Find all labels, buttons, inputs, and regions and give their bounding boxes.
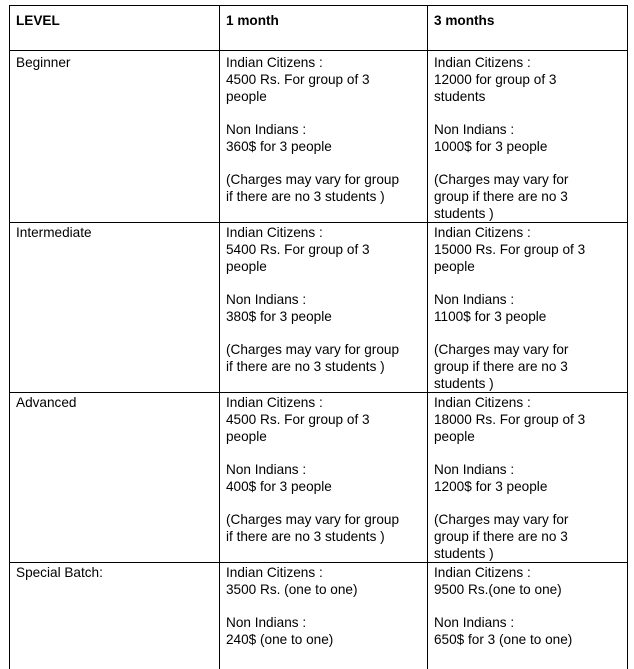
indian-citizens-label: Indian Citizens : [226, 55, 323, 70]
non-indian-price: 400$ for 3 people [226, 479, 332, 494]
header-3-months: 3 months [428, 6, 628, 51]
non-indians-label: Non Indians : [226, 462, 307, 477]
indian-price: 5400 Rs. For group of 3 [226, 242, 370, 257]
table-row-special-batch [10, 563, 628, 669]
charges-note: if there are no 3 students ) [226, 189, 385, 204]
price-cell-3-months [428, 223, 628, 393]
charges-note: group if there are no 3 [434, 189, 568, 204]
pricing-table [9, 5, 628, 669]
non-indians-label: Non Indians : [434, 292, 515, 307]
non-indian-price: 1000$ for 3 people [434, 139, 548, 154]
indian-citizens-label: Indian Citizens : [434, 565, 531, 580]
non-indians-label: Non Indians : [434, 462, 515, 477]
header-1-month: 1 month [220, 6, 428, 51]
indian-price: 15000 Rs. For group of 3 [434, 242, 586, 257]
non-indians-label: Non Indians : [434, 615, 515, 630]
indian-citizens-label: Indian Citizens : [226, 225, 323, 240]
charges-note: group if there are no 3 [434, 529, 568, 544]
charges-note: (Charges may vary for [434, 512, 569, 527]
non-indians-label: Non Indians : [226, 122, 307, 137]
indian-price-cont: people [226, 89, 267, 104]
indian-price: 4500 Rs. For group of 3 [226, 412, 370, 427]
indian-price-cont: people [226, 429, 267, 444]
indian-price: 9500 Rs.(one to one) [434, 582, 562, 597]
header-level: LEVEL [10, 6, 220, 51]
indian-price-cont: people [434, 429, 475, 444]
charges-note: group if there are no 3 [434, 359, 568, 374]
non-indian-price: 380$ for 3 people [226, 309, 332, 324]
charges-note: if there are no 3 students ) [226, 529, 385, 544]
non-indians-label: Non Indians : [226, 292, 307, 307]
charges-note: (Charges may vary for group [226, 512, 400, 527]
charges-note: (Charges may vary for group [226, 172, 400, 187]
non-indians-label: Non Indians : [434, 122, 515, 137]
price-cell-1-month [220, 223, 428, 393]
charges-note: students ) [434, 546, 494, 561]
charges-note: if there are no 3 students ) [226, 359, 385, 374]
non-indian-price: 1200$ for 3 people [434, 479, 548, 494]
indian-citizens-label: Indian Citizens : [226, 565, 323, 580]
non-indian-price: 360$ for 3 people [226, 139, 332, 154]
price-cell-3-months [428, 393, 628, 563]
indian-price-cont: people [434, 259, 475, 274]
charges-note: students ) [434, 206, 494, 221]
table-row-advanced [10, 393, 628, 563]
non-indian-price: 650$ for 3 (one to one) [434, 632, 573, 647]
indian-price-cont: students [434, 89, 486, 104]
price-cell-1-month [220, 563, 428, 669]
price-cell-1-month [220, 393, 428, 563]
charges-note: (Charges may vary for [434, 172, 569, 187]
indian-citizens-label: Indian Citizens : [434, 225, 531, 240]
indian-price: 3500 Rs. (one to one) [226, 582, 358, 597]
indian-price-cont: people [226, 259, 267, 274]
indian-citizens-label: Indian Citizens : [434, 55, 531, 70]
level-cell: Advanced [10, 393, 220, 563]
table-row-intermediate [10, 223, 628, 393]
price-cell-3-months [428, 563, 628, 669]
level-cell: Beginner [10, 51, 220, 223]
level-cell: Intermediate [10, 223, 220, 393]
charges-note: students ) [434, 376, 494, 391]
indian-price: 12000 for group of 3 [434, 72, 557, 87]
charges-note: (Charges may vary for group [226, 342, 400, 357]
header-row [10, 6, 628, 51]
price-cell-3-months [428, 51, 628, 223]
indian-price: 4500 Rs. For group of 3 [226, 72, 370, 87]
indian-citizens-label: Indian Citizens : [434, 395, 531, 410]
price-cell-1-month [220, 51, 428, 223]
non-indians-label: Non Indians : [226, 615, 307, 630]
table-row-beginner [10, 51, 628, 223]
level-cell: Special Batch: [10, 563, 220, 669]
non-indian-price: 240$ (one to one) [226, 632, 334, 647]
indian-citizens-label: Indian Citizens : [226, 395, 323, 410]
non-indian-price: 1100$ for 3 people [434, 309, 547, 324]
charges-note: (Charges may vary for [434, 342, 569, 357]
indian-price: 18000 Rs. For group of 3 [434, 412, 586, 427]
